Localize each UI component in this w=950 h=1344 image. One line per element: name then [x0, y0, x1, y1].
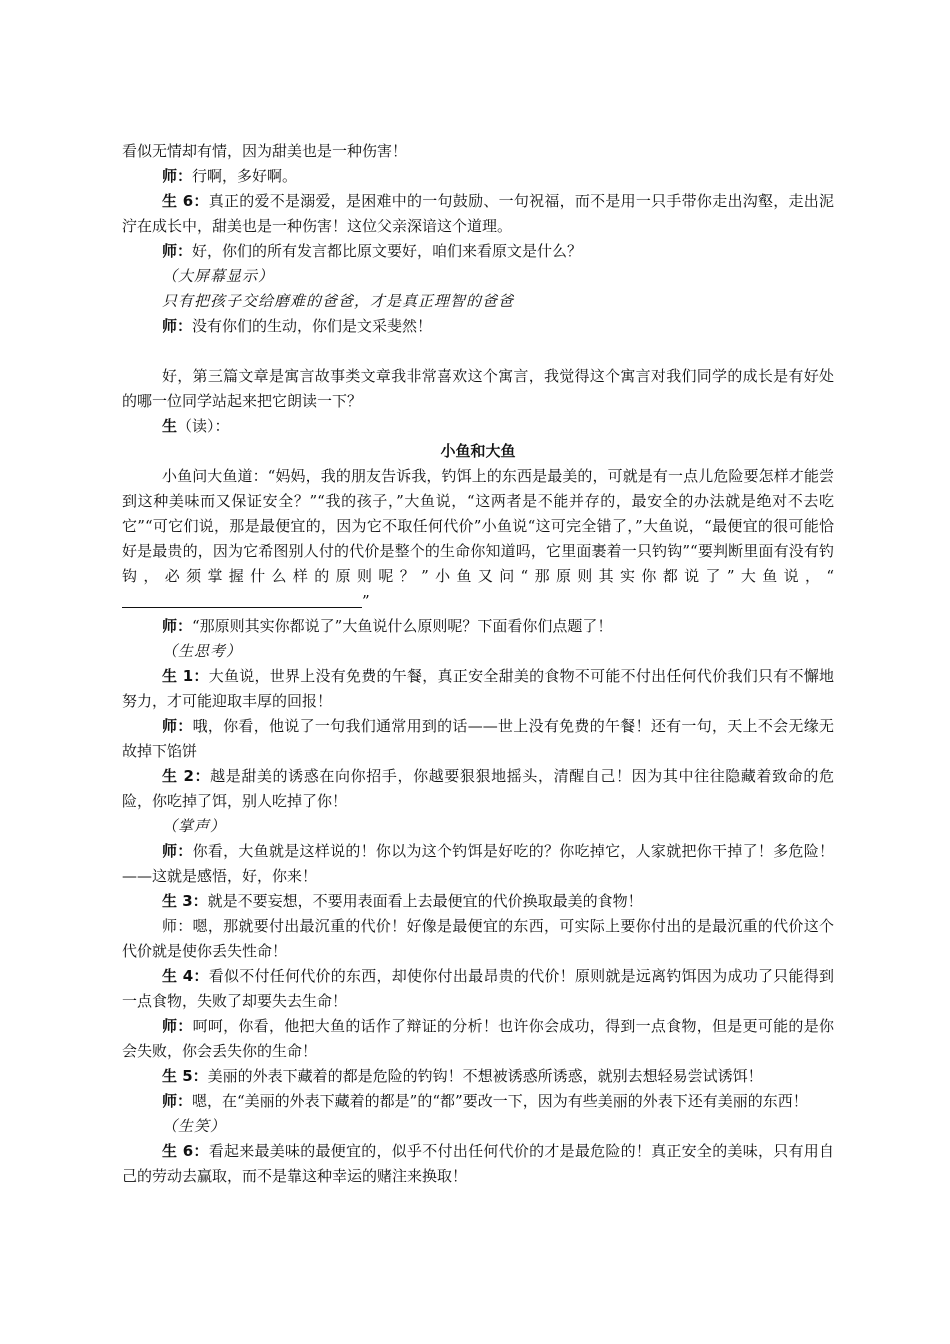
dialogue-line: 师：好，你们的所有发言都比原文要好，咱们来看原文是什么？: [162, 242, 583, 260]
dialogue-line: 生 6：真正的爱不是溺爱，是困难中的一句鼓励、一句祝福，而不是用一只手带你走出沟壑，走出泥泞在成长中，甜美也是一种伤害！这位父亲深谙这个道理。: [122, 192, 834, 235]
speaker-label: 生: [162, 417, 178, 435]
screen-display-text: 只有把孩子交给磨难的爸爸，才是真正理智的爸爸: [162, 292, 515, 310]
dialogue-line: 生 1：大鱼说，世界上没有免费的午餐，真正安全甜美的食物不可能不付出任何代价我们只有不懈地努力，才可能迎取丰厚的回报！: [122, 667, 834, 710]
dialogue-line: 生 2：越是甜美的诱惑在向你招手，你越要狠狠地摇头，清醒自己！因为其中往往隐藏着致命的危险，你吃掉了饵，别人吃掉了你！: [122, 767, 834, 810]
speaker-label: 生 5：: [162, 1067, 208, 1085]
dialogue-line: 师：呵呵，你看，他把大鱼的话作了辩证的分析！也许你会成功，得到一点食物，但是更可能的是你会失败，你会丢失你的生命！: [122, 1017, 834, 1060]
dialogue-line: 师：行啊，多好啊。: [162, 167, 298, 185]
dialogue-line: 师：你看，大鱼就是这样说的！你以为这个钓饵是好吃的？你吃掉它，人家就把你干掉了！多危险！——这就是感悟，好，你来！: [122, 842, 834, 885]
story-title: 小鱼和大鱼: [440, 442, 516, 460]
speaker-label: 师：: [162, 717, 193, 735]
spacer: [122, 339, 834, 364]
speaker-label: 师：: [162, 242, 193, 260]
dialogue-line: 生 4：看似不付任何代价的东西，却使你付出最昂贵的代价！原则就是远离钓饵因为成功了只能得到一点食物，失败了却要失去生命！: [122, 967, 834, 1010]
stage-note: （生思考）: [162, 642, 243, 660]
speaker-label: 师：: [162, 167, 193, 185]
speaker-label: 师：: [162, 317, 193, 335]
dialogue-line: 生（读）：: [162, 417, 230, 435]
dialogue-line: 生 6：看起来最美味的最便宜的，似乎不付出任何代价的才是最危险的！真正安全的美味，只有用自己的劳动去赢取，而不是靠这种幸运的赌注来换取！: [122, 1142, 834, 1185]
dialogue-line: 师：没有你们的生动，你们是文采斐然！: [162, 317, 433, 335]
speaker-label: 师：: [162, 1092, 193, 1110]
dialogue-line: 师：哦，你看，他说了一句我们通常用到的话——世上没有免费的午餐！还有一句，天上不会无缘无故掉下馅饼: [122, 717, 834, 760]
speaker-label: 生 6：: [162, 192, 209, 210]
speaker-label: 师：: [162, 617, 193, 635]
dialogue-line: 师：嗯，在“美丽的外表下藏着的都是”的“都”要改一下，因为有些美丽的外表下还有美丽的东西！: [162, 1092, 808, 1110]
document-page: [122, 139, 834, 1189]
speaker-label: 师：: [162, 842, 193, 860]
dialogue-line: 师：嗯，那就要付出最沉重的代价！好像是最便宜的东西，可实际上要你付出的是最沉重的代价这个代价就是使你丢失性命！: [122, 917, 834, 960]
fill-in-blank: [122, 591, 362, 608]
stage-note: （大屏幕显示）: [162, 267, 275, 285]
story-paragraph: 小鱼问大鱼道：“妈妈，我的朋友告诉我，钓饵上的东西是最美的，可就是有一点儿危险要怎样才能尝到这种美味而又保证安全？”“我的孩子，”大鱼说，“这两者是不能并存的，最安全的办法就是绝对不去吃它”“可它们说，那是最便宜的，因为它不取任何代价”小鱼说“这可完全错了，”大鱼说，“最便宜的很可能恰好是最贵的，因为它希图别人付的代价是整个的生命你知道吗，它里面裹着一只钓钩”“要判断里面有没有钓钩，必须掌握什么样的原则呢？”小鱼又问“那原则其实你都说了”大鱼说，“”: [122, 467, 834, 610]
stage-note: （生笑）: [162, 1117, 227, 1135]
dialogue-line: 生 3：就是不要妄想，不要用表面看上去最便宜的代价换取最美的食物！: [162, 892, 643, 910]
speaker-label: 生 1：: [162, 667, 209, 685]
speaker-label: 生 6：: [162, 1142, 209, 1160]
speaker-label: 生 2：: [162, 767, 211, 785]
speaker-label: 师：: [162, 1017, 193, 1035]
dialogue-line: 生 5：美丽的外表下藏着的都是危险的钓钩！不想被诱惑所诱惑，就别去想轻易尝试诱饵！: [162, 1067, 763, 1085]
speaker-label: 生 4：: [162, 967, 209, 985]
speaker-label: 生 3：: [162, 892, 208, 910]
dialogue-line: 师：“那原则其实你都说了”大鱼说什么原则呢？下面看你们点题了！: [162, 617, 613, 635]
paragraph: 看似无情却有情，因为甜美也是一种伤害！: [122, 142, 408, 160]
paragraph: 好，第三篇文章是寓言故事类文章我非常喜欢这个寓言，我觉得这个寓言对我们同学的成长是有好处的哪一位同学站起来把它朗读一下？: [122, 367, 834, 410]
stage-note: （掌声）: [162, 817, 227, 835]
